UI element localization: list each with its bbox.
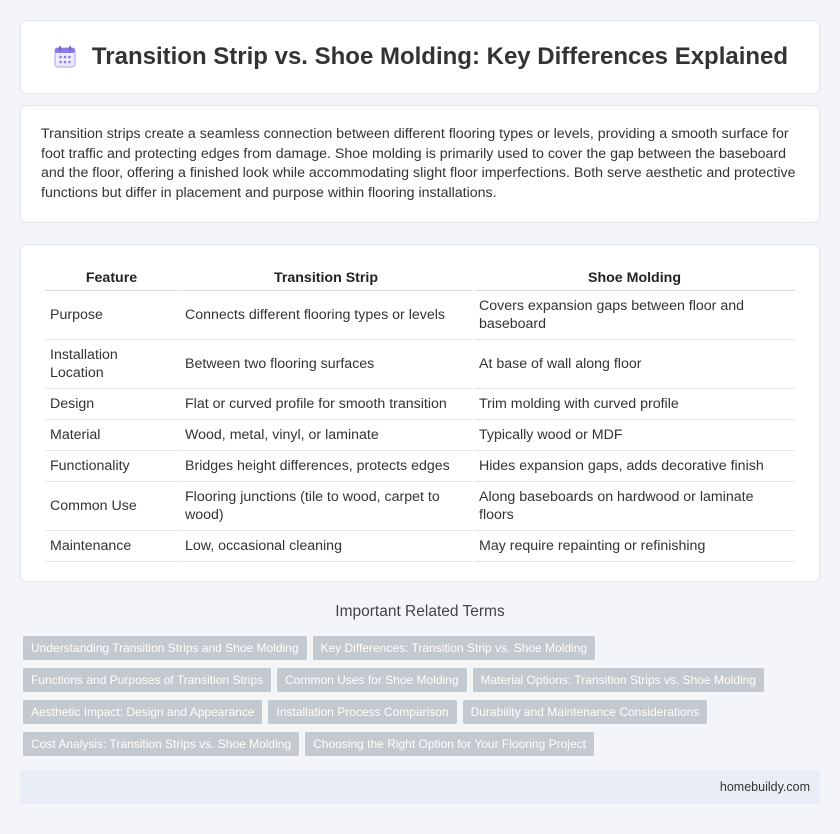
table-row (45, 389, 795, 420)
table-row (45, 291, 795, 340)
header-feature: Feature (45, 265, 178, 291)
table-cell-feature: Maintenance (45, 531, 178, 562)
table-cell-feature: Installation Location (45, 340, 178, 389)
intro-card (20, 105, 820, 223)
related-term-tag[interactable]: Installation Process Comparison (268, 700, 456, 724)
table-row (45, 420, 795, 451)
table-cell-shoe-molding: May require repainting or refinishing (474, 531, 795, 562)
table-cell-transition-strip: Connects different flooring types or levels (180, 291, 472, 340)
related-term-tag[interactable]: Aesthetic Impact: Design and Appearance (23, 700, 262, 724)
table-cell-transition-strip: Low, occasional cleaning (180, 531, 472, 562)
related-term-tag[interactable]: Functions and Purposes of Transition Strips (23, 668, 271, 692)
table-cell-transition-strip: Bridges height differences, protects edges (180, 451, 472, 482)
related-terms-row (23, 668, 823, 692)
related-term-tag[interactable]: Choosing the Right Option for Your Flooring Project (305, 732, 594, 756)
footer-site-link[interactable]: homebuildy.com (719, 780, 810, 794)
table-cell-transition-strip: Flat or curved profile for smooth transition (180, 389, 472, 420)
table-cell-feature: Common Use (45, 482, 178, 531)
related-term-tag[interactable]: Cost Analysis: Transition Strips vs. Shoe Molding (23, 732, 299, 756)
table-cell-shoe-molding: Hides expansion gaps, adds decorative finish (474, 451, 795, 482)
related-term-tag[interactable]: Understanding Transition Strips and Shoe Molding (23, 636, 307, 660)
footer (20, 770, 820, 804)
header-card (20, 20, 820, 94)
comparison-table (43, 265, 797, 562)
page-title: Transition Strip vs. Shoe Molding: Key Differences Explained (91, 43, 789, 70)
related-terms-row (23, 636, 823, 660)
table-cell-feature: Purpose (45, 291, 178, 340)
related-term-tag[interactable]: Material Options: Transition Strips vs. Shoe Molding (473, 668, 764, 692)
table-cell-shoe-molding: Typically wood or MDF (474, 420, 795, 451)
related-term-tag[interactable]: Common Uses for Shoe Molding (277, 668, 466, 692)
related-terms-row (23, 700, 823, 724)
calendar-icon (52, 44, 78, 70)
related-terms-heading: Important Related Terms (335, 603, 505, 620)
table-cell-transition-strip: Between two flooring surfaces (180, 340, 472, 389)
table-header-row (45, 265, 795, 291)
table-cell-transition-strip: Wood, metal, vinyl, or laminate (180, 420, 472, 451)
table-cell-shoe-molding: Covers expansion gaps between floor and baseboard (474, 291, 795, 340)
table-row (45, 482, 795, 531)
related-terms-row (23, 732, 823, 756)
title-row (52, 43, 788, 71)
table-cell-feature: Material (45, 420, 178, 451)
related-term-tag[interactable]: Durability and Maintenance Considerations (463, 700, 708, 724)
related-terms (23, 636, 823, 764)
table-cell-feature: Design (45, 389, 178, 420)
table-cell-shoe-molding: Trim molding with curved profile (474, 389, 795, 420)
comparison-table-card (20, 244, 820, 582)
table-row (45, 531, 795, 562)
table-row (45, 340, 795, 389)
related-term-tag[interactable]: Key Differences: Transition Strip vs. Shoe Molding (313, 636, 596, 660)
header-transition-strip: Transition Strip (180, 265, 472, 291)
table-cell-shoe-molding: At base of wall along floor (474, 340, 795, 389)
header-shoe-molding: Shoe Molding (474, 265, 795, 291)
table-cell-shoe-molding: Along baseboards on hardwood or laminate floors (474, 482, 795, 531)
intro-paragraph: Transition strips create a seamless connection between different flooring types or levels, providing a smooth surface for foot traffic and protecting edges from damage. Shoe molding is primarily used to cover the gap between the baseboard and the floor, offering a finished look while accommodating slight floor imperfections. Both serve aesthetic and protective functions but differ in placement and purpose within flooring installations. (41, 126, 796, 201)
table-cell-feature: Functionality (45, 451, 178, 482)
table-row (45, 451, 795, 482)
table-cell-transition-strip: Flooring junctions (tile to wood, carpet to wood) (180, 482, 472, 531)
